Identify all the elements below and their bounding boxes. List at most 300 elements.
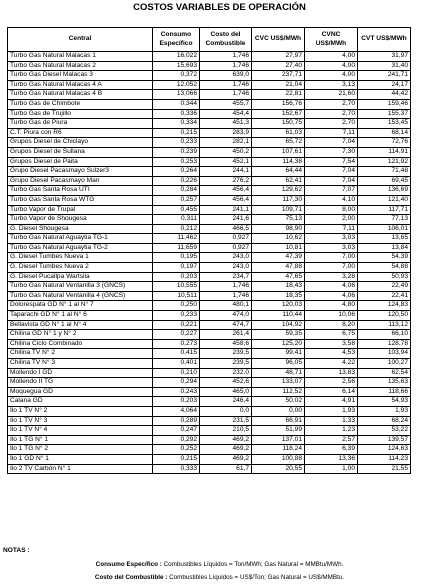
consumo-cell: 0,252: [153, 445, 200, 455]
central-cell: Turbo Gas Santa Rosa WTG: [8, 195, 153, 205]
cvnc-cell: 2,00: [305, 215, 358, 225]
cvc-cell: 107,61: [252, 147, 305, 157]
cvc-cell: 96,05: [252, 359, 305, 369]
note-text-consumo: Combustibles Líquidos = Ton/MWh; Gas Natural = MMBtu/MWh.: [163, 561, 344, 568]
cvt-cell: 114,91: [358, 147, 411, 157]
costo-cell: 469,2: [200, 454, 252, 464]
note-text-costo: Combustibles Líquidos = US$/Ton; Gas Natural = US$/MMBtu.: [169, 574, 345, 581]
central-cell: Turbo Gas Natural Malacas 1: [8, 52, 153, 62]
central-cell: Ilo 1 TV N° 3: [8, 416, 153, 426]
cvc-cell: 62,41: [252, 176, 305, 186]
table-row: [8, 253, 411, 263]
table-row: [8, 80, 411, 90]
cvnc-cell: 4,53: [305, 349, 358, 359]
table-row: [8, 167, 411, 177]
cvc-cell: 22,81: [252, 90, 305, 100]
cvnc-cell: 2,70: [305, 99, 358, 109]
cvnc-cell: 3,03: [305, 243, 358, 253]
costo-cell: 241,6: [200, 215, 252, 225]
consumo-cell: 0,233: [153, 138, 200, 148]
costo-cell: 246,4: [200, 397, 252, 407]
table-row: [8, 186, 411, 196]
cvc-cell: 156,76: [252, 99, 305, 109]
table-row: [8, 339, 411, 349]
costo-cell: 244,1: [200, 167, 252, 177]
table-header-row: [8, 28, 411, 52]
consumo-cell: 0,215: [153, 128, 200, 138]
costo-cell: 450,2: [200, 147, 252, 157]
cvc-cell: 99,41: [252, 349, 305, 359]
cvc-cell: 109,71: [252, 205, 305, 215]
table-body: [8, 52, 411, 474]
cvt-cell: 136,69: [358, 186, 411, 196]
costo-cell: 452,6: [200, 378, 252, 388]
cvc-cell: 125,20: [252, 339, 305, 349]
table-row: [8, 435, 411, 445]
cvnc-cell: 7,11: [305, 128, 358, 138]
central-cell: Ilo 1 TG N° 1: [8, 435, 153, 445]
costo-cell: 1,746: [200, 52, 252, 62]
central-cell: Grupo Diesel Pacasmayo Man: [8, 176, 153, 186]
table-row: [8, 109, 411, 119]
cvt-cell: 69,45: [358, 176, 411, 186]
note-label-consumo: Consumo Específico :: [95, 561, 162, 568]
cvc-cell: 110,44: [252, 311, 305, 321]
table-row: [8, 243, 411, 253]
consumo-cell: 4,064: [153, 406, 200, 416]
cvt-cell: 128,78: [358, 339, 411, 349]
cvnc-cell: 13,36: [305, 454, 358, 464]
costo-cell: 61,7: [200, 464, 252, 474]
cvt-cell: 121,92: [358, 157, 411, 167]
table-row: [8, 464, 411, 474]
cvnc-cell: 7,00: [305, 263, 358, 273]
costo-cell: 474,7: [200, 320, 252, 330]
cvc-cell: 51,99: [252, 426, 305, 436]
consumo-cell: 10,511: [153, 291, 200, 301]
header-cvc: CVC US$/MWh: [252, 28, 305, 52]
central-cell: Grupo Diesel Pacasmayo Sulzer3: [8, 167, 153, 177]
consumo-cell: 0,233: [153, 311, 200, 321]
cvt-cell: 66,10: [358, 330, 411, 340]
costo-cell: 234,7: [200, 272, 252, 282]
cvc-cell: 112,52: [252, 387, 305, 397]
costo-cell: 241,1: [200, 205, 252, 215]
costo-cell: 1,746: [200, 90, 252, 100]
cvnc-cell: 4,10: [305, 195, 358, 205]
costo-cell: 458,6: [200, 339, 252, 349]
cvt-cell: 53,22: [358, 426, 411, 436]
central-cell: Turbo Gas Natural Ventanilla 3 (GNCS): [8, 282, 153, 292]
cvc-cell: 47,88: [252, 263, 305, 273]
cvt-cell: 153,45: [358, 119, 411, 129]
central-cell: G. Diesel Tumbes Nueva 1: [8, 253, 153, 263]
consumo-cell: 0,203: [153, 272, 200, 282]
consumo-cell: 0,284: [153, 186, 200, 196]
cvt-cell: 54,93: [358, 397, 411, 407]
consumo-cell: 0,227: [153, 330, 200, 340]
costo-cell: 474,0: [200, 311, 252, 321]
consumo-cell: 0,292: [153, 435, 200, 445]
cvt-cell: 100,27: [358, 359, 411, 369]
central-cell: Grupos Diesel de Paita: [8, 157, 153, 167]
consumo-cell: 0,257: [153, 195, 200, 205]
table-row: [8, 320, 411, 330]
header-cvt: CVT US$/MWh: [358, 28, 411, 52]
cvnc-cell: 6,75: [305, 330, 358, 340]
cvc-cell: 21,04: [252, 80, 305, 90]
consumo-cell: 0,264: [153, 167, 200, 177]
central-cell: Turbo Gas de Trujillo: [8, 109, 153, 119]
cvc-cell: 18,43: [252, 282, 305, 292]
cvt-cell: 124,83: [358, 301, 411, 311]
costo-cell: 1,746: [200, 291, 252, 301]
cvnc-cell: 7,00: [305, 253, 358, 263]
costo-cell: 0,927: [200, 243, 252, 253]
cvt-cell: 44,42: [358, 90, 411, 100]
central-cell: Bellavista GD N° 1 al N° 4: [8, 320, 153, 330]
cvc-cell: 152,67: [252, 109, 305, 119]
consumo-cell: 0,294: [153, 378, 200, 388]
cvnc-cell: 2,56: [305, 378, 358, 388]
costo-cell: 261,4: [200, 330, 252, 340]
central-cell: Turbo Gas Natural Aguaytia TG-2: [8, 243, 153, 253]
cvt-cell: 103,94: [358, 349, 411, 359]
note-line-consumo: [0, 561, 439, 568]
costo-cell: 469,2: [200, 435, 252, 445]
cvnc-cell: 7,07: [305, 186, 358, 196]
table-row: [8, 359, 411, 369]
header-central: Central: [8, 28, 153, 52]
cvc-cell: 104,92: [252, 320, 305, 330]
cvt-cell: 31,40: [358, 61, 411, 71]
central-cell: Moquegua GD: [8, 387, 153, 397]
costo-cell: 0,0: [200, 406, 252, 416]
cvt-cell: 241,71: [358, 71, 411, 81]
consumo-cell: 0,210: [153, 368, 200, 378]
table-row: [8, 234, 411, 244]
cvnc-cell: 7,30: [305, 147, 358, 157]
table-row: [8, 387, 411, 397]
consumo-cell: 0,401: [153, 359, 200, 369]
cvc-cell: 118,24: [252, 445, 305, 455]
cvnc-cell: 2,57: [305, 435, 358, 445]
cvc-cell: 48,71: [252, 368, 305, 378]
cvc-cell: 137,01: [252, 435, 305, 445]
costo-cell: 466,5: [200, 224, 252, 234]
cvnc-cell: 13,83: [305, 368, 358, 378]
cvt-cell: 121,40: [358, 195, 411, 205]
consumo-cell: 0,273: [153, 339, 200, 349]
cvnc-cell: 4,00: [305, 61, 358, 71]
central-cell: Turbo Gas de Piura: [8, 119, 153, 129]
consumo-cell: 15,693: [153, 61, 200, 71]
costo-cell: 232,0: [200, 368, 252, 378]
central-cell: Ilo 1 GD N° 1: [8, 454, 153, 464]
consumo-cell: 0,336: [153, 109, 200, 119]
costo-cell: 0,927: [200, 234, 252, 244]
costo-cell: 1,746: [200, 282, 252, 292]
cvnc-cell: 10,06: [305, 311, 358, 321]
table-row: [8, 397, 411, 407]
central-cell: Turbo Vapor de Shougesa: [8, 215, 153, 225]
cvt-cell: 77,13: [358, 215, 411, 225]
central-cell: Ilo 1 TV N° 4: [8, 426, 153, 436]
consumo-cell: 16,022: [153, 52, 200, 62]
cvt-cell: 113,12: [358, 320, 411, 330]
consumo-cell: 0,247: [153, 426, 200, 436]
cvnc-cell: 2,70: [305, 109, 358, 119]
header-cvnc: CVNC US$/MWh: [305, 28, 358, 52]
central-cell: Calana GD: [8, 397, 153, 407]
cvt-cell: 31,97: [358, 52, 411, 62]
table-row: [8, 157, 411, 167]
cvt-cell: 62,54: [358, 368, 411, 378]
cvt-cell: 24,17: [358, 80, 411, 90]
cvnc-cell: 1,33: [305, 416, 358, 426]
central-cell: Turbo Gas Natural Aguaytia TG-1: [8, 234, 153, 244]
cvnc-cell: 8,20: [305, 320, 358, 330]
costo-cell: 239,5: [200, 359, 252, 369]
cvc-cell: 65,72: [252, 138, 305, 148]
consumo-cell: 0,333: [153, 464, 200, 474]
costo-cell: 469,2: [200, 445, 252, 455]
table-row: [8, 61, 411, 71]
cvnc-cell: 8,00: [305, 205, 358, 215]
central-cell: Chilina Ciclo Combinado: [8, 339, 153, 349]
cvc-cell: 129,62: [252, 186, 305, 196]
cvt-cell: 71,48: [358, 167, 411, 177]
table-row: [8, 195, 411, 205]
costo-cell: 243,0: [200, 253, 252, 263]
central-cell: Mollendo I GD: [8, 368, 153, 378]
table-row: [8, 263, 411, 273]
cvt-cell: 13,84: [358, 243, 411, 253]
consumo-cell: 0,415: [153, 349, 200, 359]
central-cell: Turbo Gas Natural Ventanilla 4 (GNCS): [8, 291, 153, 301]
costo-cell: 480,1: [200, 301, 252, 311]
table-row: [8, 416, 411, 426]
cvc-cell: 66,91: [252, 416, 305, 426]
cvc-cell: 0,00: [252, 406, 305, 416]
costo-cell: 454,4: [200, 109, 252, 119]
cvnc-cell: 1,93: [305, 406, 358, 416]
costo-cell: 451,3: [200, 119, 252, 129]
table-row: [8, 52, 411, 62]
table-row: [8, 291, 411, 301]
cvt-cell: 22,49: [358, 282, 411, 292]
central-cell: G. Diesel Shougesa: [8, 224, 153, 234]
cvc-cell: 47,39: [252, 253, 305, 263]
consumo-cell: 0,455: [153, 205, 200, 215]
cvnc-cell: 7,04: [305, 167, 358, 177]
consumo-cell: 0,226: [153, 176, 200, 186]
cvt-cell: 54,88: [358, 263, 411, 273]
costo-cell: 231,5: [200, 416, 252, 426]
consumo-cell: 0,250: [153, 301, 200, 311]
costo-cell: 465,0: [200, 387, 252, 397]
cvc-cell: 18,35: [252, 291, 305, 301]
central-cell: Turbo Gas Natural Malacas 4 A: [8, 80, 153, 90]
consumo-cell: 10,555: [153, 282, 200, 292]
note-line-costo: [0, 574, 439, 581]
cvc-cell: 59,35: [252, 330, 305, 340]
cvnc-cell: 3,58: [305, 339, 358, 349]
costo-cell: 639,0: [200, 71, 252, 81]
cvnc-cell: 4,80: [305, 301, 358, 311]
consumo-cell: 11,462: [153, 234, 200, 244]
table-row: [8, 99, 411, 109]
cvnc-cell: 3,28: [305, 272, 358, 282]
central-cell: G. Diesel Pucallpa Wartsila: [8, 272, 153, 282]
cvnc-cell: 6,14: [305, 387, 358, 397]
cvc-cell: 10,62: [252, 234, 305, 244]
cvt-cell: 120,50: [358, 311, 411, 321]
central-cell: Dolorespata GD N° 1 al N° 7: [8, 301, 153, 311]
cvnc-cell: 21,60: [305, 90, 358, 100]
consumo-cell: 0,215: [153, 454, 200, 464]
central-cell: Turbo Gas Diesel Malacas 3: [8, 71, 153, 81]
consumo-cell: 11,659: [153, 243, 200, 253]
cvt-cell: 117,71: [358, 205, 411, 215]
cvt-cell: 135,63: [358, 378, 411, 388]
central-cell: Grupos Diesel de Chiclayo: [8, 138, 153, 148]
cvc-cell: 64,44: [252, 167, 305, 177]
table-row: [8, 138, 411, 148]
central-cell: Chilina TV N° 3: [8, 359, 153, 369]
costo-cell: 452,1: [200, 157, 252, 167]
consumo-cell: 0,372: [153, 71, 200, 81]
cvnc-cell: 7,54: [305, 157, 358, 167]
cvt-cell: 106,01: [358, 224, 411, 234]
consumo-cell: 0,289: [153, 416, 200, 426]
central-cell: Turbo Gas Natural Malacas 2: [8, 61, 153, 71]
page-title: COSTOS VARIABLES DE OPERACIÓN: [133, 2, 306, 13]
table-row: [8, 368, 411, 378]
costo-cell: 282,1: [200, 138, 252, 148]
costo-cell: 276,2: [200, 176, 252, 186]
cvt-cell: 1,93: [358, 406, 411, 416]
central-cell: G. Diesel Tumbes Nueva 2: [8, 263, 153, 273]
cvnc-cell: 1,23: [305, 426, 358, 436]
central-cell: Chilina TV N° 2: [8, 349, 153, 359]
cvnc-cell: 6,39: [305, 445, 358, 455]
consumo-cell: 13,066: [153, 90, 200, 100]
central-cell: Chilina GD N° 1 y N° 2: [8, 330, 153, 340]
central-cell: Ilo 1 TG N° 2: [8, 445, 153, 455]
table-row: [8, 282, 411, 292]
cvt-cell: 114,23: [358, 454, 411, 464]
consumo-cell: 0,243: [153, 387, 200, 397]
cvnc-cell: 3,13: [305, 80, 358, 90]
cvnc-cell: 4,91: [305, 397, 358, 407]
consumo-cell: 0,195: [153, 253, 200, 263]
costo-cell: 243,0: [200, 263, 252, 273]
cvt-cell: 21,55: [358, 464, 411, 474]
table-row: [8, 215, 411, 225]
central-cell: Grupos Diesel de Sullana: [8, 147, 153, 157]
cvt-cell: 159,46: [358, 99, 411, 109]
cvnc-cell: 1,00: [305, 464, 358, 474]
table-row: [8, 406, 411, 416]
cvc-cell: 75,13: [252, 215, 305, 225]
cvc-cell: 98,90: [252, 224, 305, 234]
table-row: [8, 119, 411, 129]
cvnc-cell: 4,00: [305, 71, 358, 81]
cvc-cell: 61,03: [252, 128, 305, 138]
cvc-cell: 20,55: [252, 464, 305, 474]
cvnc-cell: 4,06: [305, 291, 358, 301]
table-row: [8, 205, 411, 215]
cvt-cell: 68,14: [358, 128, 411, 138]
cvnc-cell: 3,03: [305, 234, 358, 244]
table-row: [8, 311, 411, 321]
consumo-cell: 0,197: [153, 263, 200, 273]
table-row: [8, 454, 411, 464]
cvt-cell: 68,24: [358, 416, 411, 426]
table-row: [8, 378, 411, 388]
table-row: [8, 71, 411, 81]
cvnc-cell: 7,04: [305, 176, 358, 186]
table-row: [8, 176, 411, 186]
note-label-costo: Costo del Combustible :: [94, 574, 168, 581]
cost-table: [7, 27, 411, 474]
cvc-cell: 50,02: [252, 397, 305, 407]
central-cell: Ilo 2 TV Carbón N° 1: [8, 464, 153, 474]
central-cell: Turbo Vapor de Trupal: [8, 205, 153, 215]
cvc-cell: 10,81: [252, 243, 305, 253]
cvc-cell: 237,71: [252, 71, 305, 81]
central-cell: Taparachi GD N° 1 al N° 6: [8, 311, 153, 321]
header-consumo: Consumo Específico: [153, 28, 200, 52]
consumo-cell: 12,052: [153, 80, 200, 90]
cvt-cell: 155,37: [358, 109, 411, 119]
cvt-cell: 124,63: [358, 445, 411, 455]
table-row: [8, 272, 411, 282]
cvnc-cell: 4,06: [305, 282, 358, 292]
cvc-cell: 150,75: [252, 119, 305, 129]
cvc-cell: 27,97: [252, 52, 305, 62]
table-row: [8, 90, 411, 100]
consumo-cell: 0,221: [153, 320, 200, 330]
cvt-cell: 13,65: [358, 234, 411, 244]
central-cell: Turbo Gas Natural Malacas 4 B: [8, 90, 153, 100]
costo-cell: 456,4: [200, 195, 252, 205]
cvc-cell: 133,07: [252, 378, 305, 388]
costo-cell: 1,746: [200, 61, 252, 71]
table-row: [8, 147, 411, 157]
cvt-cell: 50,93: [358, 272, 411, 282]
cvnc-cell: 2,70: [305, 119, 358, 129]
table-row: [8, 426, 411, 436]
cvc-cell: 117,30: [252, 195, 305, 205]
table-row: [8, 224, 411, 234]
cvc-cell: 27,40: [252, 61, 305, 71]
costo-cell: 239,5: [200, 349, 252, 359]
cvc-cell: 120,03: [252, 301, 305, 311]
central-cell: C.T. Piura con R6: [8, 128, 153, 138]
notes-heading: NOTAS :: [3, 547, 30, 554]
central-cell: Turbo Gas Santa Rosa UTI: [8, 186, 153, 196]
table-row: [8, 330, 411, 340]
cvt-cell: 72,76: [358, 138, 411, 148]
cvt-cell: 22,41: [358, 291, 411, 301]
costo-cell: 210,5: [200, 426, 252, 436]
cvc-cell: 100,88: [252, 454, 305, 464]
cvnc-cell: 7,04: [305, 138, 358, 148]
central-cell: Turbo Gas de Chimbote: [8, 99, 153, 109]
costo-cell: 455,7: [200, 99, 252, 109]
